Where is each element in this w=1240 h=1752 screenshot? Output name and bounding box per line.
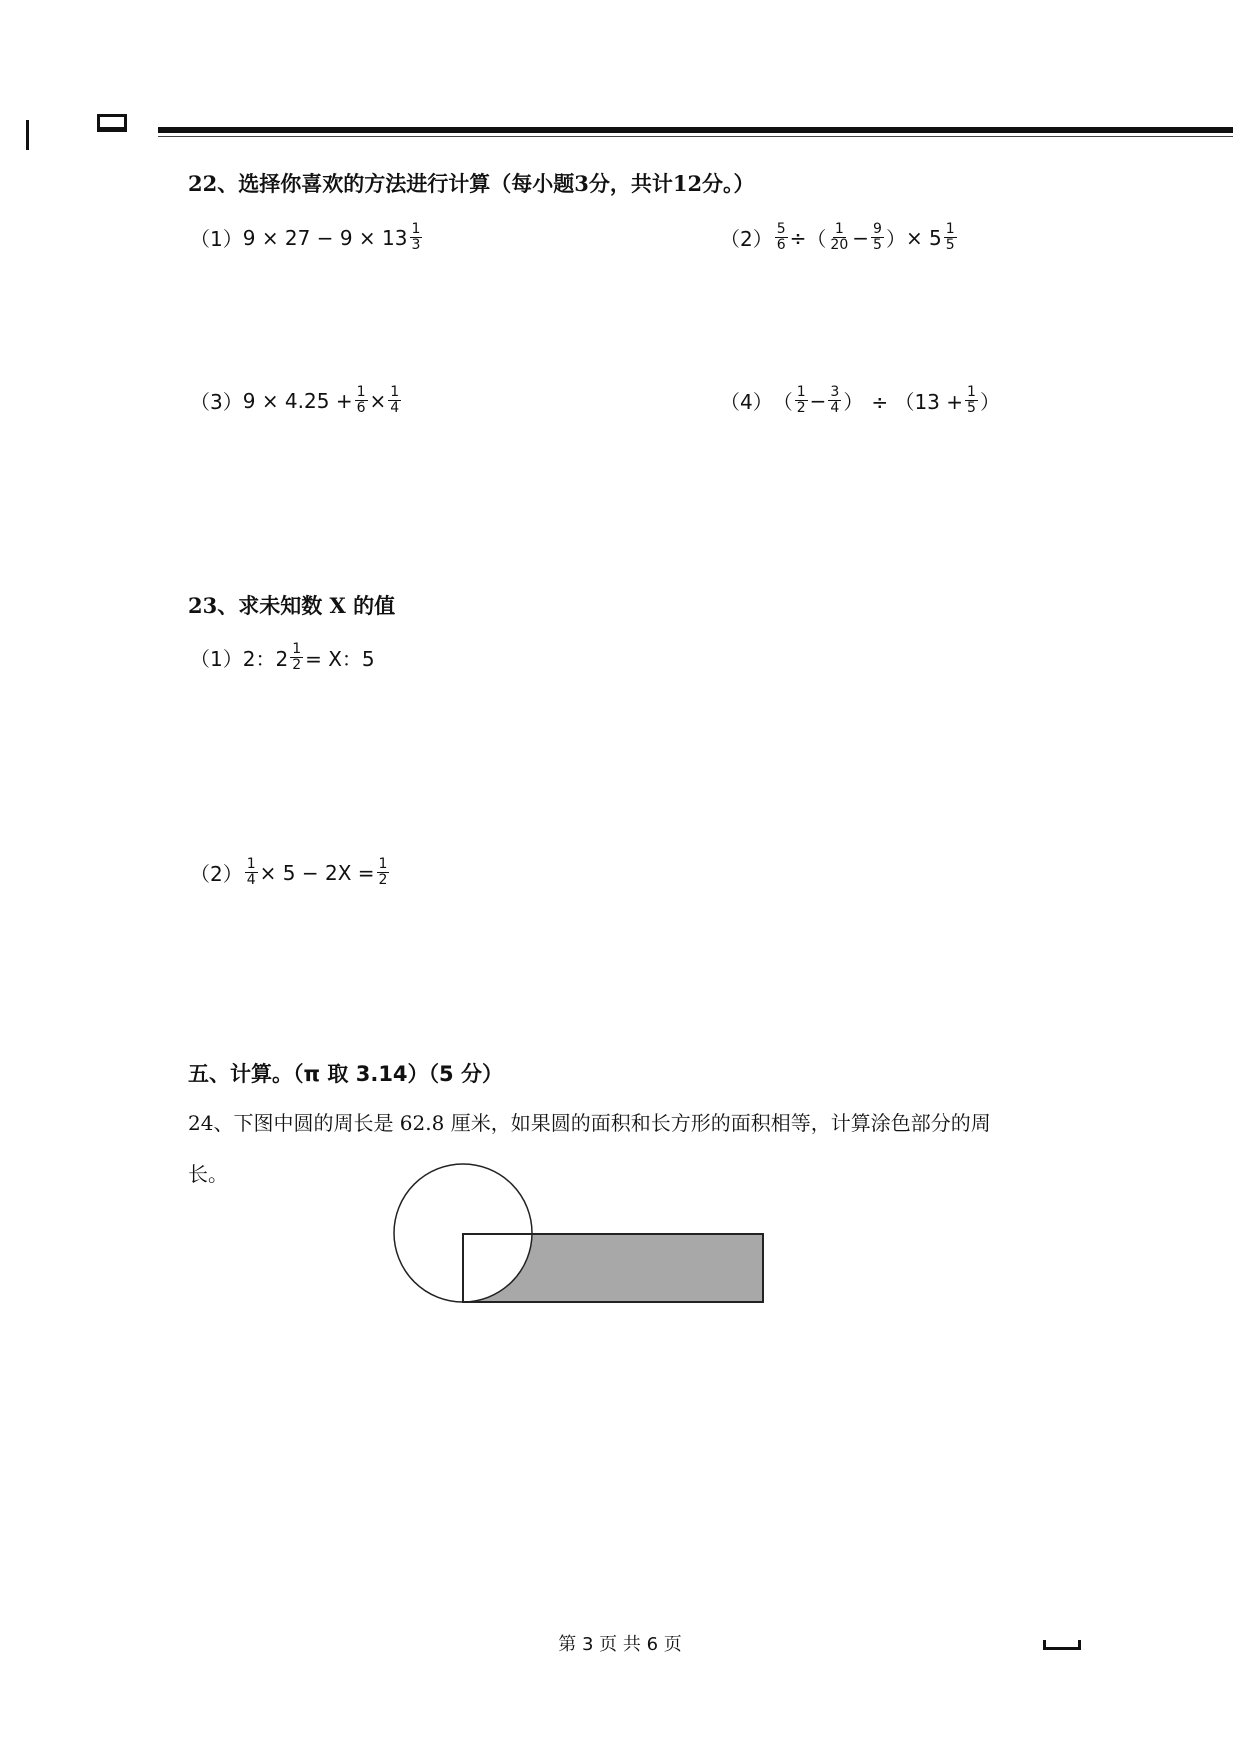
paren: （ (806, 227, 827, 251)
paren: （ (772, 390, 793, 414)
q22-part2 (720, 222, 959, 253)
fraction (410, 222, 423, 253)
fraction (795, 385, 808, 416)
part-label: （1） (190, 227, 243, 251)
q24-text-line1: 24、下图中圆的周长是 62.8 厘米，如果圆的面积和长方形的面积相等，计算涂色部分的周 (188, 1111, 991, 1135)
denominator: 20 (830, 237, 849, 253)
expression: 9 × 27 − 9 × 13 (242, 225, 408, 250)
margin-mark (26, 120, 29, 150)
denominator: 6 (776, 237, 786, 253)
part-label: （3） (190, 390, 243, 414)
q23-part1 (190, 642, 375, 673)
expression: 9 × 4.25 + (242, 388, 353, 413)
paren: ） (885, 227, 906, 251)
part-label: （1） (190, 647, 243, 671)
printer-icon (97, 114, 127, 132)
part-label: （4） (720, 390, 773, 414)
denominator: 2 (292, 657, 302, 673)
operator: − (809, 388, 827, 413)
denominator: 4 (390, 400, 400, 416)
operator: ÷ (789, 225, 807, 250)
denominator: 5 (945, 237, 955, 253)
fraction (290, 642, 303, 673)
numerator: 1 (390, 384, 400, 400)
fraction (377, 857, 390, 888)
fraction (388, 385, 401, 416)
fraction (871, 222, 884, 253)
part-label: （2） (190, 862, 243, 886)
header-rule (158, 127, 1233, 133)
numerator: 1 (356, 384, 366, 400)
numerator: 1 (967, 384, 976, 400)
denominator: 5 (967, 400, 976, 416)
fraction (828, 222, 850, 253)
q22-part4 (720, 385, 1000, 416)
denominator: 4 (830, 400, 840, 416)
fraction (965, 385, 978, 416)
denominator: 4 (246, 872, 256, 888)
circle-rectangle-figure (380, 1155, 780, 1315)
operator: − (852, 225, 870, 250)
numerator: 1 (246, 856, 256, 872)
expression: = X：5 (305, 647, 375, 671)
section5-heading: 五、计算。（π 取 3.14）（5 分） (188, 1062, 503, 1086)
q23-part2 (190, 857, 391, 888)
fraction (828, 385, 841, 416)
q22-heading: 22、选择你喜欢的方法进行计算（每小题3分，共计12分。） (188, 171, 755, 196)
part-label: （2） (720, 227, 773, 251)
operator: × (369, 388, 387, 413)
paren: ） (979, 390, 1000, 414)
denominator: 2 (796, 400, 806, 416)
numerator: 1 (378, 856, 388, 872)
denominator: 5 (873, 237, 882, 253)
expression: × 5 − 2X = (259, 860, 375, 885)
expression: 2：2 (242, 647, 289, 671)
numerator: 1 (796, 384, 806, 400)
expression: ÷ （13 + (871, 390, 964, 414)
numerator: 1 (411, 221, 421, 237)
numerator: 1 (292, 641, 302, 657)
q22-part1 (190, 222, 424, 253)
q22-part3 (190, 385, 403, 416)
numerator: 5 (776, 221, 786, 237)
paren: ） (843, 390, 864, 414)
header-rule-thin (158, 136, 1233, 137)
q23-heading: 23、求未知数 X 的值 (188, 593, 396, 618)
denominator: 3 (411, 237, 421, 253)
numerator: 1 (834, 221, 844, 237)
fraction (355, 385, 368, 416)
numerator: 9 (873, 221, 882, 237)
page-footer: 第 3 页 共 6 页 (558, 1634, 682, 1655)
corner-mark (1043, 1640, 1081, 1650)
numerator: 1 (945, 221, 955, 237)
fraction (775, 222, 788, 253)
expression: × 5 (905, 225, 942, 250)
fraction (944, 222, 957, 253)
fraction (245, 857, 258, 888)
denominator: 6 (356, 400, 366, 416)
q24-text-line2: 长。 (188, 1162, 228, 1186)
numerator: 3 (830, 384, 840, 400)
denominator: 2 (378, 872, 388, 888)
